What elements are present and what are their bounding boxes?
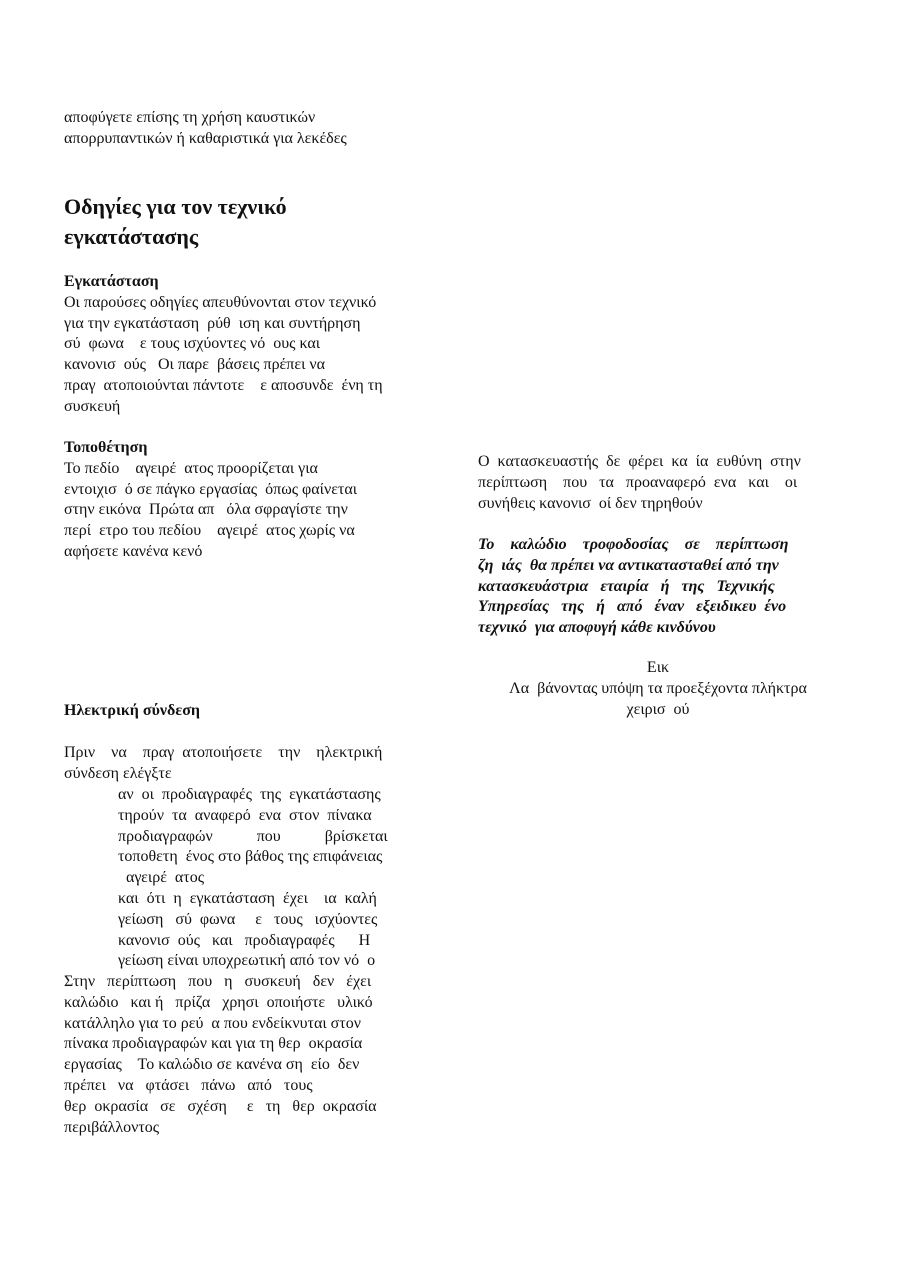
section-heading-placement: Τοποθέτηση: [64, 439, 148, 456]
text-line: Υπηρεσίας της ή από έναν εξειδικευ ένο: [478, 598, 787, 616]
caption-line: Εικ: [646, 659, 670, 676]
figure-caption: [478, 658, 838, 720]
installation-section: [64, 272, 383, 418]
text-line: κατασκευάστρια εταιρία ή της Τεχνικής: [478, 577, 775, 595]
text-line: κανονισ ούς Οι παρε βάσεις πρέπει να: [64, 356, 325, 374]
text-line: περί ετρο του πεδίου αγειρέ ατος χωρίς να: [64, 522, 355, 540]
text-line: στην εικόνα Πρώτα απ όλα σφραγίστε την: [64, 501, 348, 519]
text-line: πραγ ατοποιούνται πάντοτε ε αποσυνδε ένη τη: [64, 376, 383, 394]
text-line: για την εγκατάσταση ρύθ ιση και συντήρηση: [64, 314, 361, 332]
text-line: κανονισ ούς και προδιαγραφές Η: [118, 931, 371, 949]
heading-line: Οδηγίες για τον τεχνικό: [64, 194, 287, 219]
text-line: τηρούν τα αναφερό ενα στον πίνακα: [118, 806, 372, 824]
text-line: αν οι προδιαγραφές της εγκατάστασης: [118, 786, 381, 803]
electrical-rest: [64, 972, 377, 1138]
text-line: πίνακα προδιαγραφών και για τη θερ οκρασία: [64, 1035, 363, 1053]
text-line: σύ φωνα ε τους ισχύοντες νό ους και: [64, 335, 321, 353]
text-line: συνήθεις κανονισ οί δεν τηρηθούν: [478, 494, 703, 512]
text-line: κατάλληλο για το ρεύ α που ενδείκνυται στον: [64, 1014, 361, 1032]
electrical-item-1: [118, 785, 388, 889]
text-line: θερ οκρασία σε σχέση ε τη θερ οκρασία: [64, 1097, 377, 1115]
main-heading: [64, 192, 287, 252]
text-line: σύνδεση ελέγξτε: [64, 764, 172, 782]
text-line: προδιαγραφών που βρίσκεται: [118, 827, 388, 845]
text-line: εργασίας Το καλώδιο σε κανένα ση είο δεν: [64, 1056, 360, 1074]
electrical-item-2: [118, 889, 377, 972]
text-line: ζη ιάς θα πρέπει να αντικατασταθεί από την: [478, 556, 779, 574]
text-line: αγειρέ ατος: [118, 869, 205, 887]
electrical-intro: [64, 743, 382, 785]
section-heading-installation: Εγκατάσταση: [64, 273, 159, 290]
text-line: Στην περίπτωση που η συσκευή δεν έχει: [64, 973, 372, 990]
text-line: τεχνικό για αποφυγή κάθε κινδύνου: [478, 619, 716, 637]
text-line: συσκευή: [64, 397, 121, 415]
placement-section: [64, 438, 357, 563]
caption-line: χειρισ ού: [626, 700, 690, 718]
text-line: απορρυπαντικών ή καθαριστικά για λεκέδες: [64, 129, 347, 147]
text-line: αφήσετε κανένα κενό: [64, 542, 203, 560]
text-line: καλώδιο και ή πρίζα χρησι οποιήστε υλικό: [64, 993, 373, 1011]
manufacturer-note: [478, 452, 801, 514]
text-line: περιβάλλοντος: [64, 1118, 160, 1136]
text-line: Το καλώδιο τροφοδοσίας σε περίπτωση: [478, 536, 789, 553]
text-line: Το πεδίο αγειρέ ατος προορίζεται για: [64, 459, 318, 477]
text-line: και ότι η εγκατάσταση έχει ια καλή: [118, 890, 377, 907]
cable-warning: [478, 535, 788, 639]
text-line: Οι παρούσες οδηγίες απευθύνονται στον τεχνικό: [64, 293, 377, 311]
intro-paragraph: [64, 108, 347, 150]
text-line: γείωση είναι υποχρεωτική από τον νό ο: [118, 952, 376, 970]
heading-line: Ηλεκτρική σύνδεση: [64, 702, 200, 719]
caption-line: Λα βάνοντας υπόψη τα προεξέχοντα πλήκτρα: [509, 679, 807, 697]
text-line: Πριν να πραγ ατοποιήσετε την ηλεκτρική: [64, 744, 383, 761]
text-line: γείωση σύ φωνα ε τους ισχύοντες: [118, 910, 378, 928]
section-heading-electrical: [64, 701, 200, 722]
heading-line: εγκατάστασης: [64, 224, 199, 249]
text-line: τοποθετη ένος στο βάθος της επιφάνειας: [118, 848, 383, 866]
text-line: αποφύγετε επίσης τη χρήση καυστικών: [64, 109, 316, 126]
text-line: περίπτωση που τα προαναφερό ενα και οι: [478, 473, 798, 491]
text-line: Ο κατασκευαστής δε φέρει κα ία ευθύνη στην: [478, 453, 801, 470]
text-line: πρέπει να φτάσει πάνω από τους: [64, 1076, 313, 1094]
text-line: εντοιχισ ό σε πάγκο εργασίας όπως φαίνεται: [64, 480, 358, 498]
